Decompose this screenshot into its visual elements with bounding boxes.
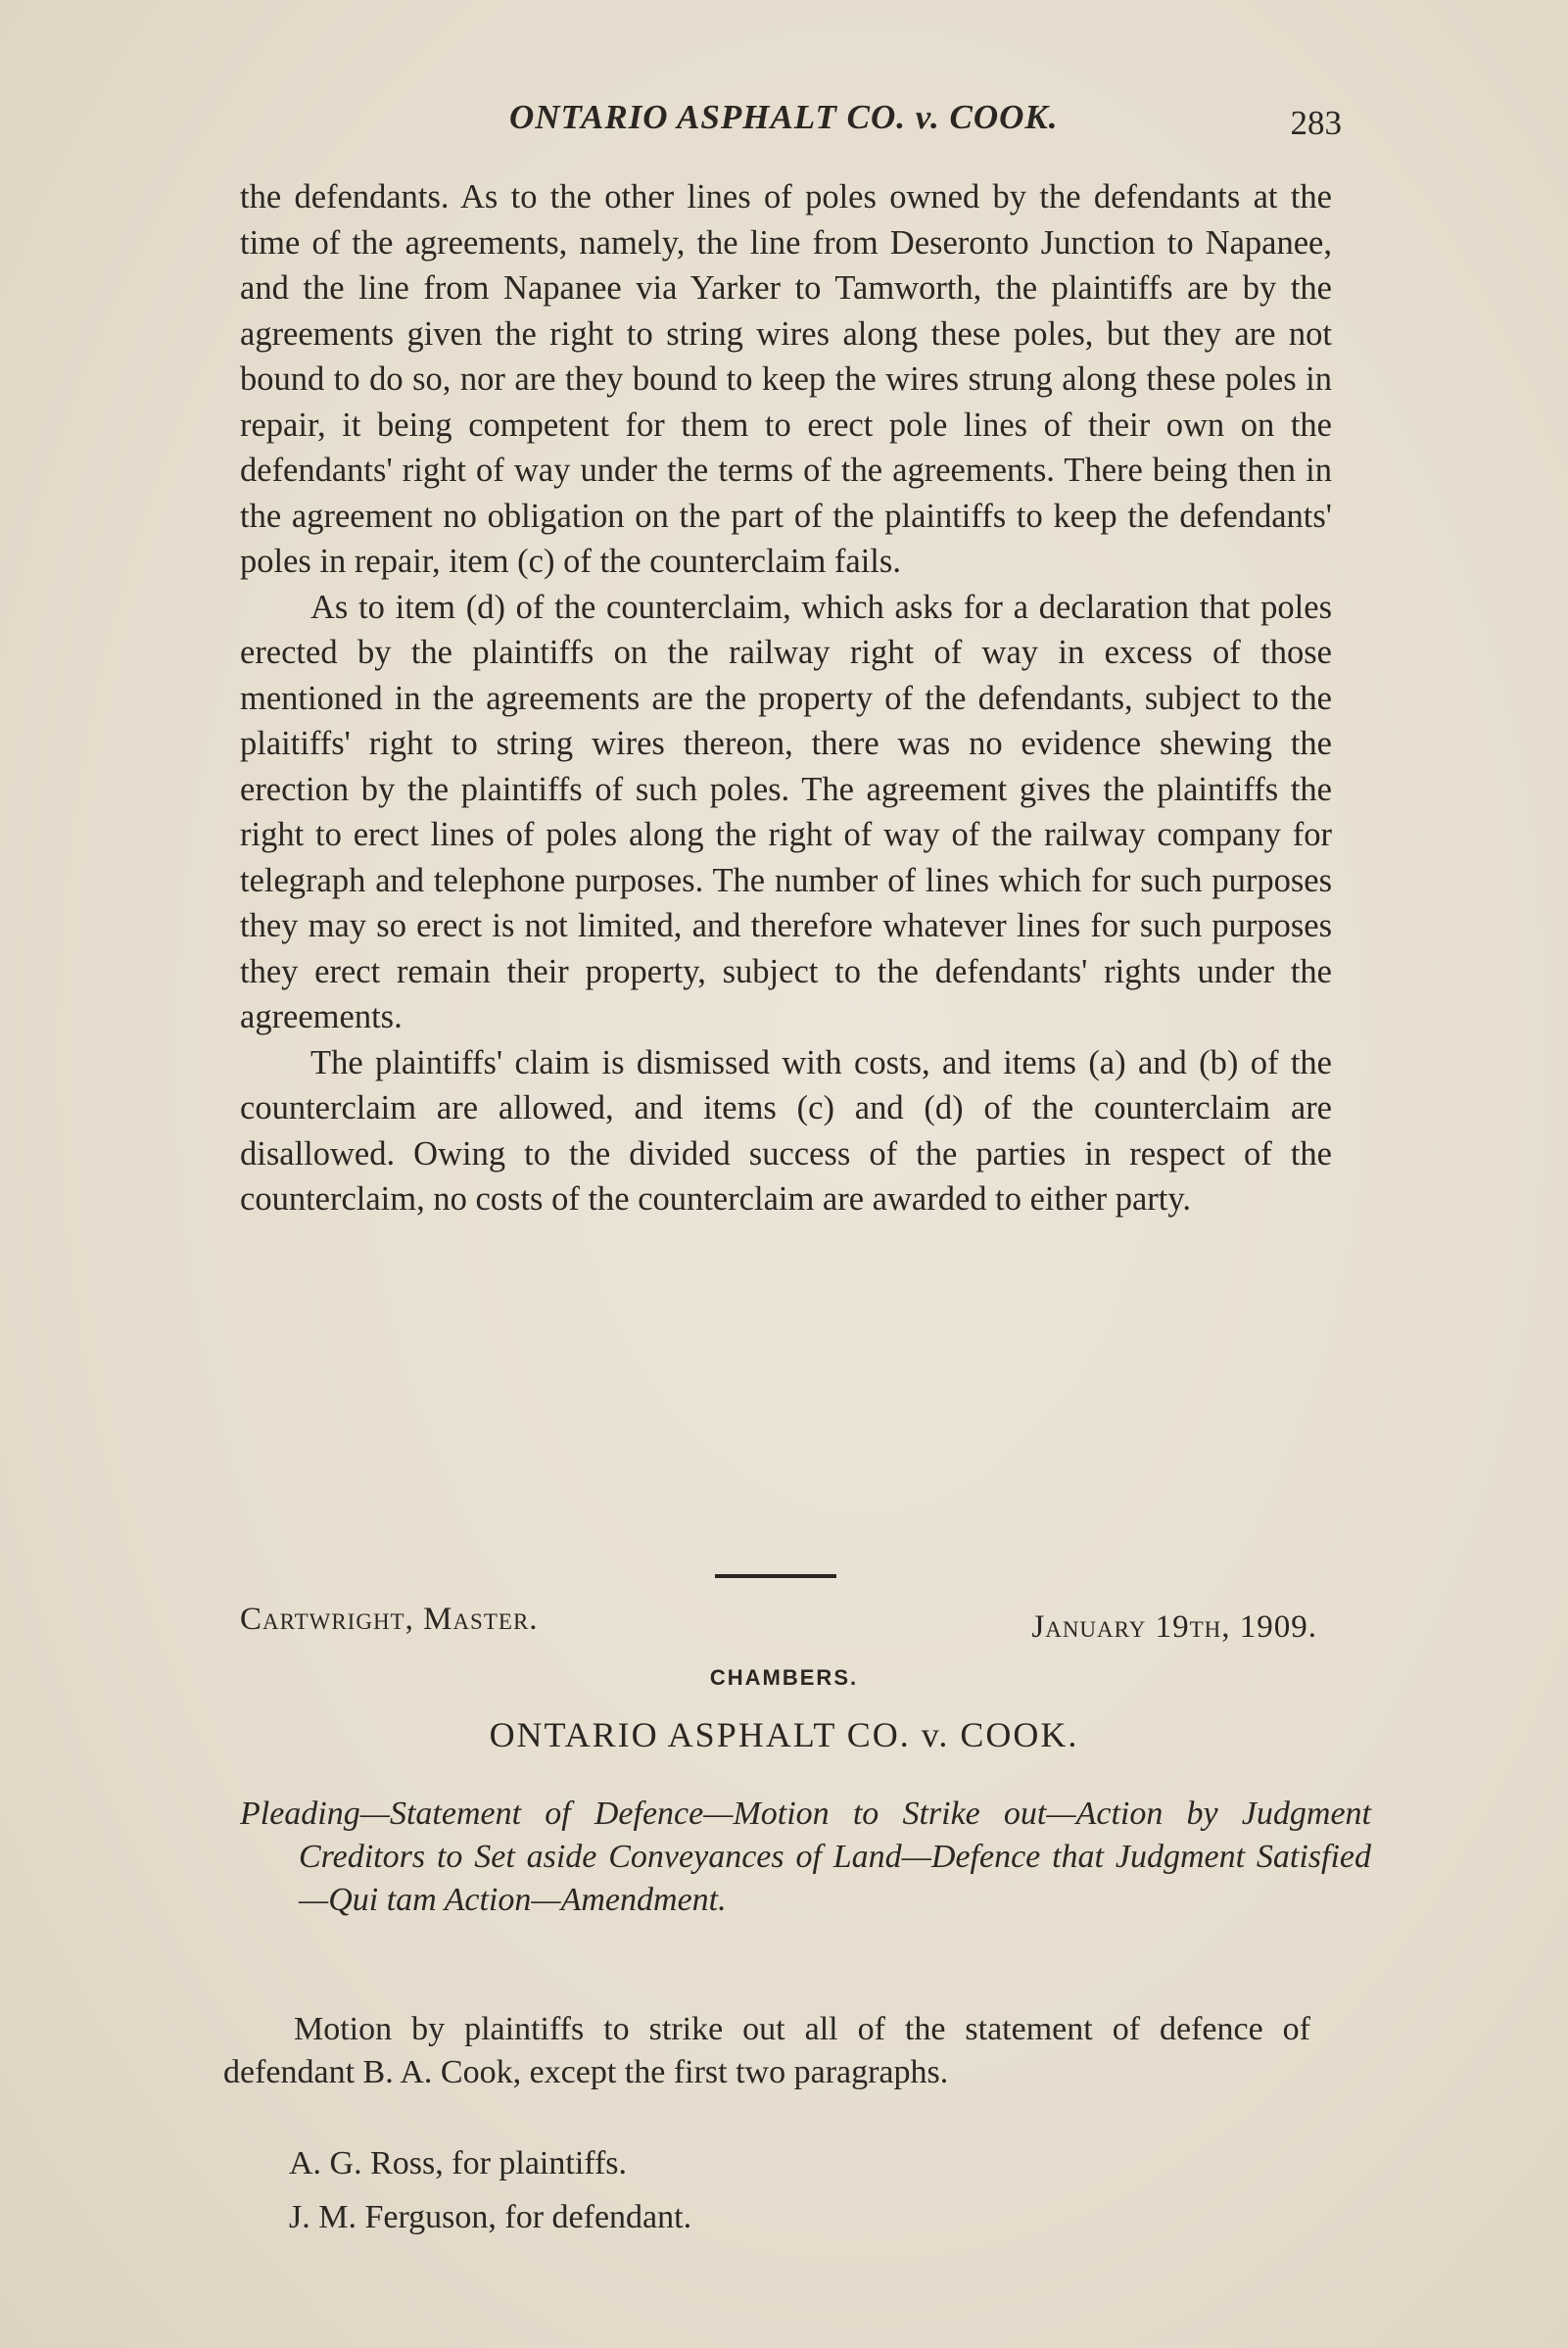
judgment-date: January 19th, 1909. <box>1031 1609 1317 1645</box>
running-head <box>245 98 1342 147</box>
court-label: CHAMBERS. <box>709 1665 859 1690</box>
page-number: 283 <box>1290 104 1342 142</box>
counsel-plaintiffs: A. G. Ross, for plaintiffs. <box>289 2145 628 2181</box>
running-title: ONTARIO ASPHALT CO. v. COOK. <box>509 98 1059 136</box>
section-divider <box>715 1574 836 1578</box>
counsel-defendant: J. M. Ferguson, for defendant. <box>289 2199 692 2235</box>
motion-text: Motion by plaintiffs to strike out all of the statement of defence of defendant B. A. Cook, except the first two paragraphs. <box>223 2011 1310 2090</box>
judge-name: Cartwright, Master. <box>240 1602 539 1637</box>
paragraph-3: The plaintiffs' claim is dismissed with costs, and items (a) and (b) of the counterclaim are allowed, and items (c) and (d) of the counterclaim are disallowed. Owing to the divided success of the parties in respect of the counterclaim, no costs of the counterclaim are awarded to either party. <box>240 1043 1332 1218</box>
headnote: Pleading—Statement of Defence—Motion to Strike out—Action by Judgment Creditors to Set aside Conveyances of Land—Defence that Judgment Satisfied—Qui tam Action—Amendment. <box>240 1796 1371 1918</box>
judge-line <box>240 1602 1317 1645</box>
paragraph-1: the defendants. As to the other lines of poles owned by the defendants at the time of the agreements, namely, the line from Deseronto Junction to Napanee, and the line from Napanee via Yarker to Tamworth, the plaintiffs are by the agreements given the right to string wires along these poles, but they are not bound to do so, nor are they bound to keep the wires strung along these poles in repair, it being competent for them to erect pole lines of their own on the defendants' right of way under the terms of the agreements. There being then in the agreement no obligation on the part of the plaintiffs to keep the defendants' poles in repair, item (c) of the counterclaim fails. <box>240 178 1332 580</box>
case-title: ONTARIO ASPHALT CO. v. COOK. <box>489 1715 1079 1754</box>
judgment-body <box>240 174 1332 1222</box>
paragraph-2: As to item (d) of the counterclaim, which asks for a declaration that poles erected by the plaintiffs on the railway right of way in excess of those mentioned in the agreements are the property of the defendants, subject to the plaitiffs' right to string wires thereon, there was no evidence shewing the erection by the plaintiffs of such poles. The agreement gives the plaintiffs the right to erect lines of poles along the right of way of the railway company for telegraph and telephone purposes. The number of lines which for such purposes they may so erect is not limited, and therefore whatever lines for such purposes they erect remain their property, subject to the defendants' rights under the agreements. <box>240 588 1332 1035</box>
